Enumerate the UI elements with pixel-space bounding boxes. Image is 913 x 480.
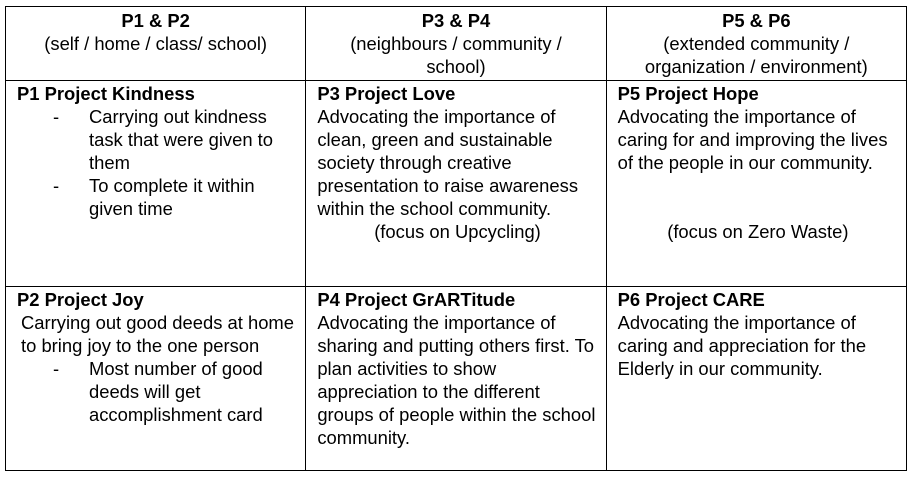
header-title: P5 & P6 (722, 10, 791, 31)
header-subtitle: (extended community / organization / environment) (644, 33, 868, 77)
bullet-text: To complete it within given time (89, 175, 255, 219)
project-focus: (focus on Upcycling) (374, 221, 541, 242)
dash-bullet-icon: - (53, 106, 60, 127)
header-cell-p1-p2 (6, 7, 306, 81)
project-title: P1 Project Kindness (17, 83, 195, 104)
project-title: P2 Project Joy (17, 289, 144, 310)
header-title: P3 & P4 (421, 10, 491, 31)
dash-bullet-icon: - (53, 358, 60, 379)
cell-p3-project-love (306, 81, 606, 287)
cell-p5-project-hope (606, 81, 906, 287)
table-row (6, 287, 907, 471)
project-title: P5 Project Hope (617, 83, 759, 104)
project-focus: (focus on Zero Waste) (667, 221, 849, 242)
dash-bullet-icon: - (53, 175, 60, 196)
project-table (5, 6, 907, 471)
bullet-list (17, 357, 297, 426)
bullet-text: Most number of good deeds will get accomplishment card (89, 358, 263, 425)
header-cell-p3-p4 (306, 7, 606, 81)
header-row (6, 7, 907, 81)
cell-p2-project-joy (6, 287, 306, 471)
project-title: P6 Project CARE (617, 289, 765, 310)
project-description: Carrying out good deeds at home to bring joy to the one person (21, 312, 294, 356)
table-row (6, 81, 907, 287)
cell-p1-project-kindness (6, 81, 306, 287)
spacer (618, 174, 898, 220)
bullet-item (17, 357, 297, 426)
project-title: P3 Project Love (317, 83, 456, 104)
project-title: P4 Project GrARTitude (317, 289, 516, 310)
project-description: Advocating the importance of sharing and putting others first. To plan activities to show appreciation to the different groups of people within the school community. (317, 312, 596, 448)
header-title: P1 & P2 (121, 10, 190, 31)
bullet-item (17, 105, 297, 174)
header-subtitle: (self / home / class/ school) (44, 33, 268, 54)
header-subtitle: (neighbours / community / school) (350, 33, 562, 77)
header-cell-p5-p6 (606, 7, 906, 81)
bullet-list (17, 105, 297, 220)
project-description: Advocating the importance of caring and appreciation for the Elderly in our community. (617, 312, 867, 379)
bullet-text: Carrying out kindness task that were given to them (89, 106, 274, 173)
project-description: Advocating the importance of clean, green and sustainable society through creative presentation to raise awareness within the school community. (317, 106, 579, 219)
cell-p4-project-grartitude (306, 287, 606, 471)
cell-p6-project-care (606, 287, 906, 471)
bullet-item (17, 174, 297, 220)
project-description: Advocating the importance of caring for and improving the lives of the people in our community. (617, 106, 888, 173)
